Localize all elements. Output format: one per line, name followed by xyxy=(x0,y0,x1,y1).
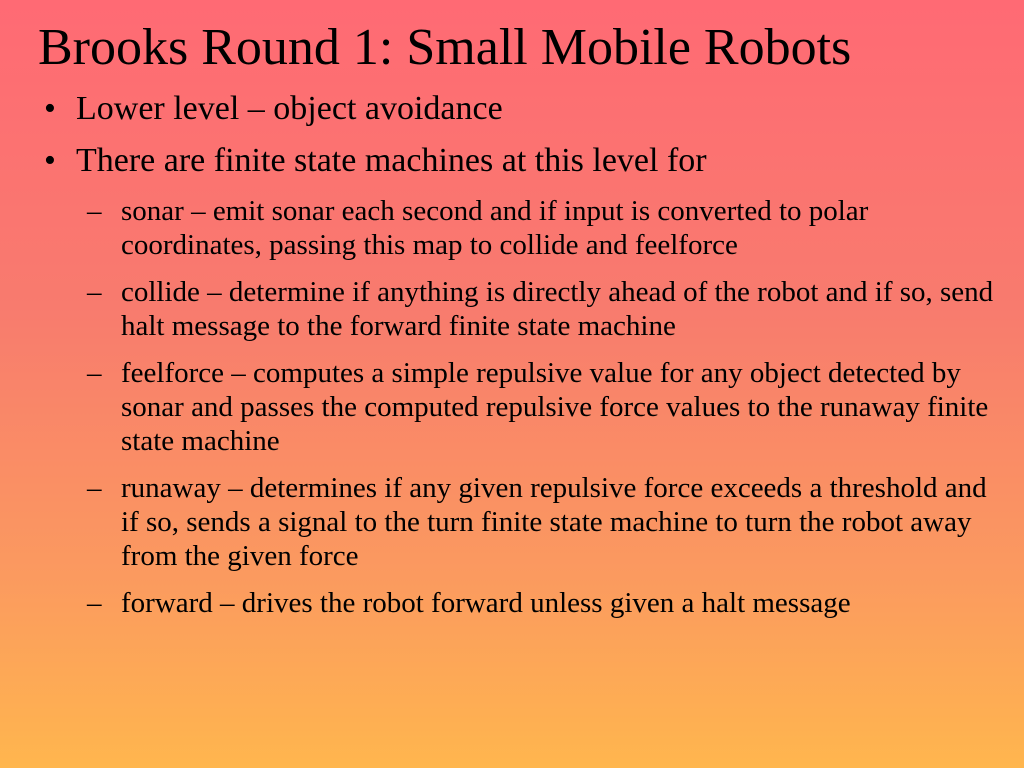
subbullet-text: collide – determine if anything is directly ahead of the robot and if so, send halt message to the forward finite state machine xyxy=(121,276,994,342)
bullet-dot-icon: • xyxy=(44,142,56,179)
bullet-item xyxy=(0,142,996,180)
subbullet-item xyxy=(0,471,1001,573)
dash-icon: – xyxy=(87,276,102,308)
subbullet-text: sonar – emit sonar each second and if input is converted to polar coordinates, passing this map to collide and feelforce xyxy=(121,195,869,261)
subbullet-text: forward – drives the robot forward unless given a halt message xyxy=(121,587,851,619)
bullet-item xyxy=(0,90,996,128)
subbullet-text: feelforce – computes a simple repulsive value for any object detected by sonar and passes the computed repulsive force values to the runaway finite state machine xyxy=(121,357,989,457)
dash-icon: – xyxy=(87,195,102,227)
bullet-text: Lower level – object avoidance xyxy=(76,90,503,127)
subbullet-item xyxy=(0,194,1001,262)
slide-title: Brooks Round 1: Small Mobile Robots xyxy=(38,19,852,76)
subbullet-item xyxy=(0,356,1001,458)
bullet-dot-icon: • xyxy=(44,90,56,127)
subbullet-item xyxy=(0,275,1001,343)
dash-icon: – xyxy=(87,587,102,619)
dash-icon: – xyxy=(87,357,102,389)
dash-icon: – xyxy=(87,472,102,504)
bullet-text: There are finite state machines at this level for xyxy=(76,142,707,179)
subbullet-item xyxy=(0,586,1001,620)
bullet-list xyxy=(0,90,1024,633)
subbullet-text: runaway – determines if any given repulsive force exceeds a threshold and if so, sends a signal to the turn finite state machine to turn the robot away from the given force xyxy=(121,472,987,572)
